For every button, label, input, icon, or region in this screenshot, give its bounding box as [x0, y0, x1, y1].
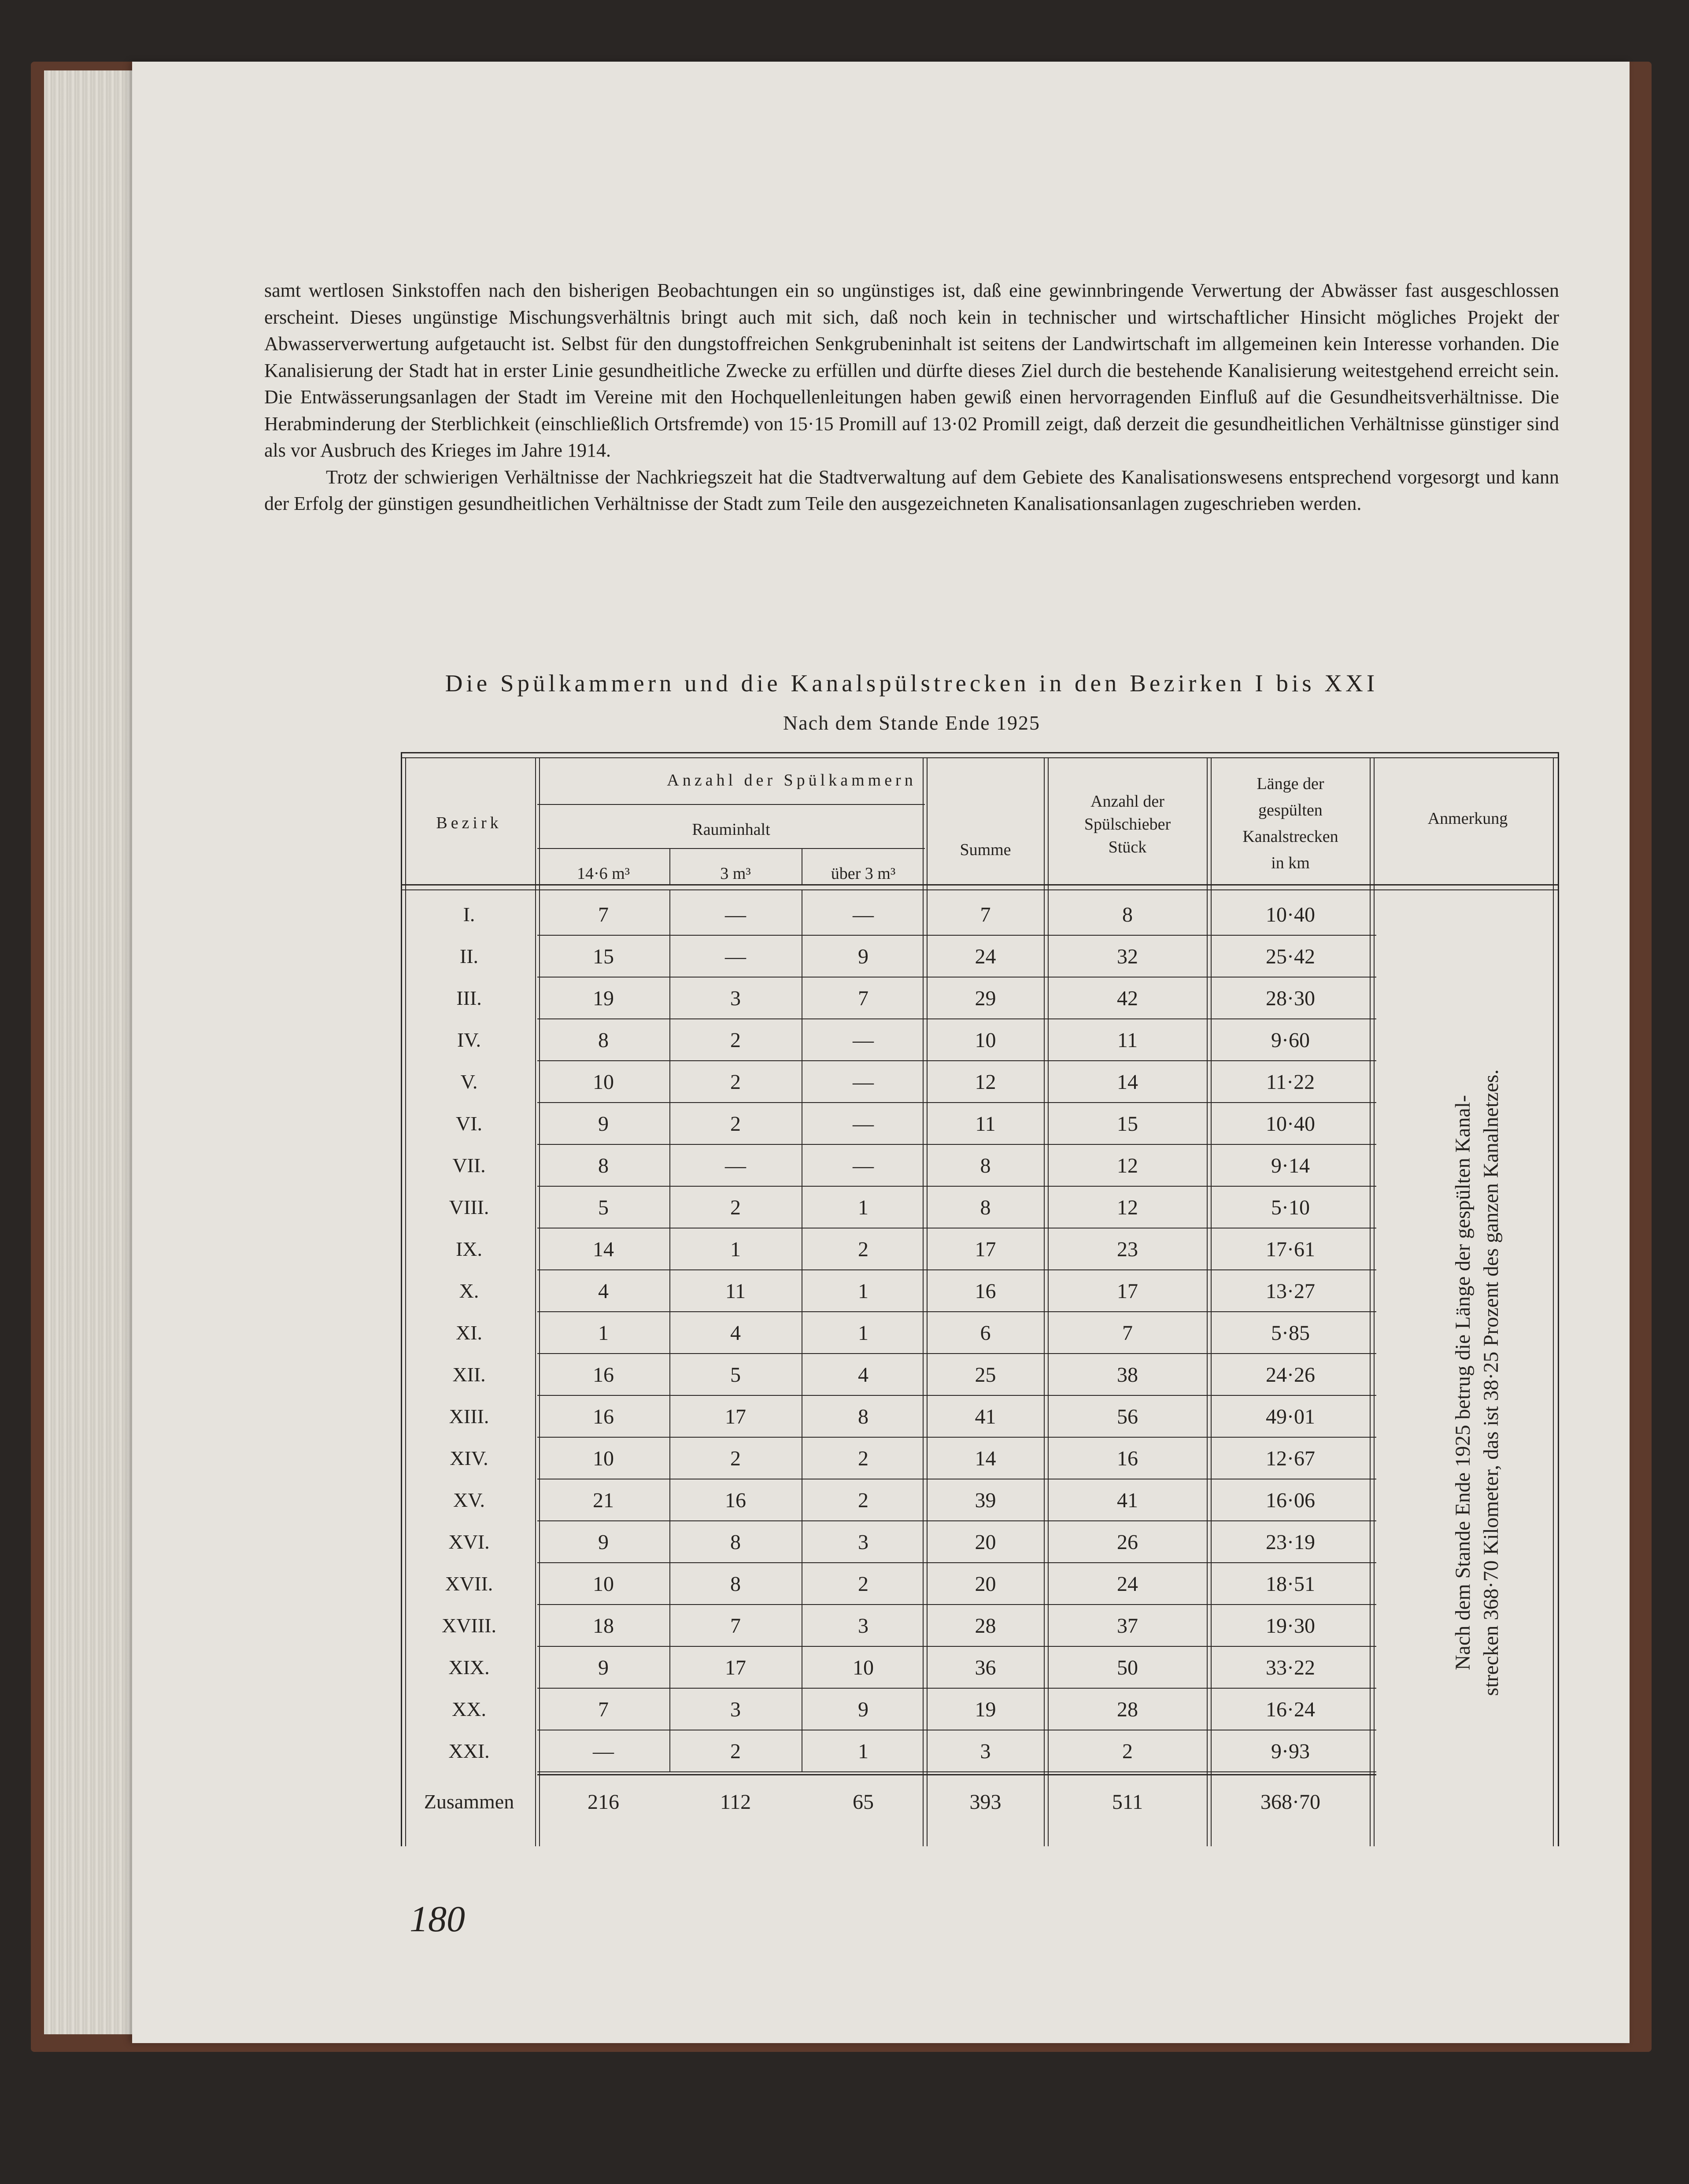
cell-schieber: 41 [1117, 1489, 1138, 1512]
table-row [401, 1228, 1376, 1269]
table-row [401, 1562, 1376, 1604]
row-divider [537, 1353, 1376, 1354]
remark-line-1: Nach dem Stande Ende 1925 betrug die Länge der gespülten Kanal- [1451, 1095, 1475, 1671]
cell-bezirk: XV. [453, 1489, 485, 1511]
cell-bezirk: XI. [455, 1321, 483, 1344]
column-rule [1211, 758, 1212, 1846]
header-anzahl: Anzahl der Spülkammern [667, 771, 917, 789]
table-subtitle: Nach dem Stande Ende 1925 [783, 712, 1040, 734]
cell-laenge: 28·30 [1266, 987, 1315, 1010]
cell-bezirk: III. [456, 987, 482, 1009]
cell-c2: 8 [730, 1572, 741, 1596]
table-title: Die Spülkammern und die Kanalspülstrecken in den Bezirken I bis XXI [445, 670, 1379, 697]
cell-laenge: 5·85 [1271, 1321, 1310, 1345]
cell-c2: — [725, 945, 746, 968]
table-row [401, 1604, 1376, 1646]
cell-schieber: 50 [1117, 1656, 1138, 1679]
total-c3: 65 [853, 1790, 874, 1814]
header-schieber-1: Anzahl der [1090, 792, 1164, 811]
header-laenge-4: in km [1271, 854, 1310, 872]
cell-schieber: 24 [1117, 1572, 1138, 1596]
body-col-rule [669, 890, 670, 1771]
cell-laenge: 12·67 [1266, 1447, 1315, 1470]
cell-bezirk: XIX. [448, 1656, 490, 1679]
header-laenge-2: gespülten [1258, 801, 1323, 819]
cell-schieber: 38 [1117, 1363, 1138, 1387]
table-row [401, 1144, 1376, 1186]
row-divider [537, 1520, 1376, 1521]
cell-bezirk: VII. [452, 1154, 486, 1177]
cell-schieber: 42 [1117, 987, 1138, 1010]
cell-c2: 2 [730, 1029, 741, 1052]
cell-c2: 5 [730, 1363, 741, 1387]
cell-c3: 4 [858, 1363, 869, 1387]
cell-c3: — [853, 903, 874, 926]
cell-c3: 1 [858, 1280, 869, 1303]
cell-bezirk: XVI. [448, 1531, 490, 1553]
table-row [401, 1060, 1376, 1102]
rauminhalt-line [537, 804, 925, 805]
cell-schieber: 28 [1117, 1698, 1138, 1721]
cell-c2: 2 [730, 1447, 741, 1470]
cell-c1: 9 [598, 1656, 609, 1679]
cell-c3: 2 [858, 1238, 869, 1261]
header-schieber-3: Stück [1108, 838, 1147, 856]
row-divider [537, 1395, 1376, 1396]
cell-bezirk: XIII. [449, 1405, 489, 1428]
row-divider [537, 1771, 1376, 1772]
cell-c2: 2 [730, 1112, 741, 1136]
cell-schieber: 12 [1117, 1154, 1138, 1177]
cell-c2: 7 [730, 1614, 741, 1638]
cell-c1: 8 [598, 1154, 609, 1177]
row-divider [537, 1102, 1376, 1103]
total-bezirk: Zusammen [424, 1790, 514, 1813]
header-bottom-line [401, 884, 1559, 885]
cell-bezirk: XX. [452, 1698, 486, 1720]
cell-bezirk: XII. [452, 1363, 486, 1386]
cell-summe: 25 [975, 1363, 996, 1387]
cell-summe: 28 [975, 1614, 996, 1638]
column-rule [535, 758, 536, 1846]
cell-c1: — [593, 1740, 614, 1763]
header-3: 3 m³ [720, 864, 751, 883]
cell-bezirk: XXI. [448, 1740, 490, 1762]
row-divider [537, 1688, 1376, 1689]
cell-bezirk: VIII. [449, 1196, 489, 1218]
table-row [401, 1353, 1376, 1395]
cell-bezirk: II. [459, 945, 479, 967]
cell-c1: 9 [598, 1531, 609, 1554]
cell-schieber: 15 [1117, 1112, 1138, 1136]
header-top-line-2 [401, 757, 1559, 758]
cell-bezirk: XIV. [450, 1447, 488, 1469]
table-row [401, 1688, 1376, 1730]
total-c1: 216 [588, 1790, 619, 1814]
cell-c2: — [725, 903, 746, 926]
remark-vertical [1449, 1008, 1505, 1757]
cell-summe: 8 [980, 1154, 991, 1177]
subcol-rule [669, 848, 670, 884]
total-row [401, 1777, 1376, 1838]
cell-summe: 17 [975, 1238, 996, 1261]
cell-c3: 1 [858, 1321, 869, 1345]
cell-c1: 1 [598, 1321, 609, 1345]
cell-c2: 11 [725, 1280, 746, 1303]
paragraph-2: Trotz der schwierigen Verhältnisse der Nachkriegszeit hat die Stadtverwaltung auf dem Gebiete des Kanalisationswesens entsprechend vorgesorgt und kann der Erfolg der günstigen gesundheitlichen Verhältnisse der Stadt zum Teile den ausgezeichneten Kanalisationsanlagen zugeschrieben werden. [264, 466, 1559, 514]
table-row [401, 1437, 1376, 1479]
cell-c2: 17 [725, 1405, 746, 1428]
cell-laenge: 17·61 [1266, 1238, 1315, 1261]
remark-line-2: strecken 368·70 Kilometer, das ist 38·25 Prozent des ganzen Kanalnetzes. [1479, 1069, 1503, 1696]
data-table [401, 752, 1559, 1846]
cell-c3: — [853, 1154, 874, 1177]
cell-laenge: 16·24 [1266, 1698, 1315, 1721]
cell-laenge: 9·14 [1271, 1154, 1310, 1177]
row-divider [537, 1018, 1376, 1019]
cell-c3: — [853, 1029, 874, 1052]
cell-summe: 6 [980, 1321, 991, 1345]
cell-c2: 16 [725, 1489, 746, 1512]
cell-c2: 2 [730, 1070, 741, 1094]
cell-summe: 16 [975, 1280, 996, 1303]
cell-c2: 2 [730, 1196, 741, 1219]
table-row [401, 1395, 1376, 1437]
cell-c1: 7 [598, 903, 609, 926]
row-divider [537, 1646, 1376, 1647]
cell-c3: 1 [858, 1196, 869, 1219]
cell-laenge: 10·40 [1266, 1112, 1315, 1136]
cell-c1: 18 [593, 1614, 614, 1638]
cell-schieber: 14 [1117, 1070, 1138, 1094]
row-divider [537, 1144, 1376, 1145]
cell-schieber: 56 [1117, 1405, 1138, 1428]
cell-summe: 20 [975, 1572, 996, 1596]
header-bezirk: Bezirk [436, 814, 502, 832]
cell-c1: 7 [598, 1698, 609, 1721]
cell-bezirk: V. [460, 1070, 478, 1093]
total-c2: 112 [720, 1790, 751, 1814]
cell-bezirk: I. [463, 903, 475, 926]
row-divider [537, 1311, 1376, 1312]
cell-c3: 7 [858, 987, 869, 1010]
cell-summe: 20 [975, 1531, 996, 1554]
cell-summe: 39 [975, 1489, 996, 1512]
cell-c1: 16 [593, 1363, 614, 1387]
cell-c3: — [853, 1112, 874, 1136]
cell-c1: 19 [593, 987, 614, 1010]
cell-c3: 2 [858, 1572, 869, 1596]
cell-bezirk: IV. [457, 1029, 481, 1051]
cell-laenge: 24·26 [1266, 1363, 1315, 1387]
row-divider [537, 935, 1376, 936]
cell-bezirk: XVII. [445, 1572, 493, 1595]
cell-c1: 14 [593, 1238, 614, 1261]
cell-schieber: 8 [1122, 903, 1133, 926]
row-divider [537, 1269, 1376, 1270]
cell-c3: — [853, 1070, 874, 1094]
header-bottom-line-2 [401, 889, 1559, 890]
cell-c3: 3 [858, 1614, 869, 1638]
cell-c1: 9 [598, 1112, 609, 1136]
cell-c1: 21 [593, 1489, 614, 1512]
table-row [401, 1520, 1376, 1562]
cell-c2: 1 [730, 1238, 741, 1261]
header-laenge-1: Länge der [1257, 775, 1324, 793]
row-divider [537, 1186, 1376, 1187]
cell-laenge: 10·40 [1266, 903, 1315, 926]
cell-c3: 2 [858, 1489, 869, 1512]
cell-schieber: 12 [1117, 1196, 1138, 1219]
header-top-line [401, 752, 1559, 753]
table-row [401, 1646, 1376, 1688]
row-divider [537, 977, 1376, 978]
row-divider [537, 1060, 1376, 1061]
table-row [401, 1018, 1376, 1060]
cell-laenge: 9·93 [1271, 1740, 1310, 1763]
table-row [401, 893, 1376, 935]
cell-laenge: 49·01 [1266, 1405, 1315, 1428]
column-rule [1370, 758, 1371, 1846]
header-schieber-2: Spülschieber [1084, 815, 1171, 834]
cell-summe: 7 [980, 903, 991, 926]
paragraph-1: samt wertlosen Sinkstoffen nach den bisherigen Beobachtungen ein so ungünstiges ist, daß eine gewinnbringende Verwertung der Abwässer fast ausgeschlossen erscheint. Dieses ungünstige Mischungsverhältnis bringt auch mit sich, daß noch kein in technischer und wirtschaftlicher Hinsicht mögliches Projekt der Abwasserverwertung aufgetaucht ist. Selbst für den dungstoffreichen Senkgrubeninhalt ist seitens der Landwirtschaft im allgemeinen kein Interesse vorhanden. Die Kanalisierung der Stadt hat in erster Linie gesundheitliche Zwecke zu erfüllen und dürfte dieses Ziel durch die bestehende Kanalisierung weitestgehend erreicht sein. Die Entwässerungsanlagen der Stadt im Vereine mit den Hochquellenleitungen haben gewiß einen hervorragenden Einfluß auf die Gesundheitsverhältnisse. Die Herabminderung der Sterblichkeit (einschließlich Ortsfremde) von 15·15 Promill auf 13·02 Promill zeigt, daß derzeit die gesundheitlichen Verhältnisse günstiger sind als vor Ausbruch des Krieges im Jahre 1914. [264, 280, 1559, 461]
total-summe: 393 [969, 1790, 1002, 1814]
cell-summe: 36 [975, 1656, 996, 1679]
cell-summe: 3 [980, 1740, 991, 1763]
cell-schieber: 7 [1122, 1321, 1133, 1345]
table-row [401, 1311, 1376, 1353]
cell-c3: 1 [858, 1740, 869, 1763]
cell-c2: 3 [730, 987, 741, 1010]
cell-schieber: 32 [1117, 945, 1138, 968]
cell-c3: 9 [858, 945, 869, 968]
cell-c3: 2 [858, 1447, 869, 1470]
cell-c2: 8 [730, 1531, 741, 1554]
cell-c2: 4 [730, 1321, 741, 1345]
cell-bezirk: IX. [455, 1238, 483, 1260]
page-number: 180 [410, 1899, 465, 1940]
cell-bezirk: VI. [455, 1112, 483, 1135]
row-divider [537, 1604, 1376, 1605]
table-row [401, 1730, 1376, 1771]
cell-summe: 24 [975, 945, 996, 968]
table-row [401, 1102, 1376, 1144]
column-rule [1044, 758, 1045, 1846]
cell-c1: 8 [598, 1029, 609, 1052]
cell-laenge: 25·42 [1266, 945, 1315, 968]
cell-laenge: 16·06 [1266, 1489, 1315, 1512]
cell-schieber: 26 [1117, 1531, 1138, 1554]
total-schieber: 511 [1112, 1790, 1143, 1814]
cell-summe: 29 [975, 987, 996, 1010]
body-text [264, 277, 1559, 517]
left-inner-rule [405, 758, 406, 1846]
column-rule [927, 758, 928, 1846]
header-rauminhalt: Rauminhalt [692, 820, 770, 839]
cell-c2: 2 [730, 1740, 741, 1763]
cell-laenge: 18·51 [1266, 1572, 1315, 1596]
cell-summe: 10 [975, 1029, 996, 1052]
subcol-line [537, 848, 925, 849]
cell-c1: 5 [598, 1196, 609, 1219]
cell-c2: — [725, 1154, 746, 1177]
cell-laenge: 19·30 [1266, 1614, 1315, 1638]
header-14-6: 14·6 m³ [577, 864, 630, 883]
cell-schieber: 16 [1117, 1447, 1138, 1470]
cell-bezirk: X. [459, 1280, 479, 1302]
header-laenge-3: Kanalstrecken [1242, 827, 1338, 846]
right-inner-rule [1553, 758, 1554, 1846]
column-rule [539, 758, 540, 1846]
table-row [401, 1186, 1376, 1228]
cell-schieber: 17 [1117, 1280, 1138, 1303]
cell-schieber: 37 [1117, 1614, 1138, 1638]
table-row [401, 977, 1376, 1018]
cell-summe: 19 [975, 1698, 996, 1721]
cell-c3: 9 [858, 1698, 869, 1721]
row-divider [537, 1562, 1376, 1563]
cell-c1: 10 [593, 1070, 614, 1094]
total-laenge: 368·70 [1260, 1790, 1320, 1814]
total-line [537, 1774, 1376, 1775]
cell-summe: 8 [980, 1196, 991, 1219]
cell-summe: 41 [975, 1405, 996, 1428]
header-anmerkung: Anmerkung [1427, 809, 1508, 828]
column-rule [1374, 758, 1375, 1846]
cell-summe: 11 [975, 1112, 996, 1136]
cell-laenge: 13·27 [1266, 1280, 1315, 1303]
cell-summe: 14 [975, 1447, 996, 1470]
cell-c1: 16 [593, 1405, 614, 1428]
column-rule [1207, 758, 1208, 1846]
table-row [401, 935, 1376, 977]
cell-bezirk: XVIII. [442, 1614, 496, 1637]
cell-c1: 4 [598, 1280, 609, 1303]
column-rule [1048, 758, 1049, 1846]
cell-c1: 10 [593, 1572, 614, 1596]
cell-c1: 10 [593, 1447, 614, 1470]
cell-laenge: 11·22 [1266, 1070, 1315, 1094]
cell-summe: 12 [975, 1070, 996, 1094]
cell-c1: 15 [593, 945, 614, 968]
cell-c3: 8 [858, 1405, 869, 1428]
cell-c2: 17 [725, 1656, 746, 1679]
header-ueber-3: über 3 m³ [831, 864, 896, 883]
cell-laenge: 9·60 [1271, 1029, 1310, 1052]
cell-c3: 3 [858, 1531, 869, 1554]
cell-c3: 10 [853, 1656, 874, 1679]
cell-laenge: 33·22 [1266, 1656, 1315, 1679]
cell-schieber: 11 [1117, 1029, 1138, 1052]
cell-schieber: 2 [1122, 1740, 1133, 1763]
cell-laenge: 5·10 [1271, 1196, 1310, 1219]
table-row [401, 1479, 1376, 1520]
column-rule [923, 758, 924, 1846]
cell-c2: 3 [730, 1698, 741, 1721]
table-row [401, 1269, 1376, 1311]
cell-schieber: 23 [1117, 1238, 1138, 1261]
header-summe: Summe [960, 841, 1011, 859]
row-divider [537, 1437, 1376, 1438]
cell-laenge: 23·19 [1266, 1531, 1315, 1554]
